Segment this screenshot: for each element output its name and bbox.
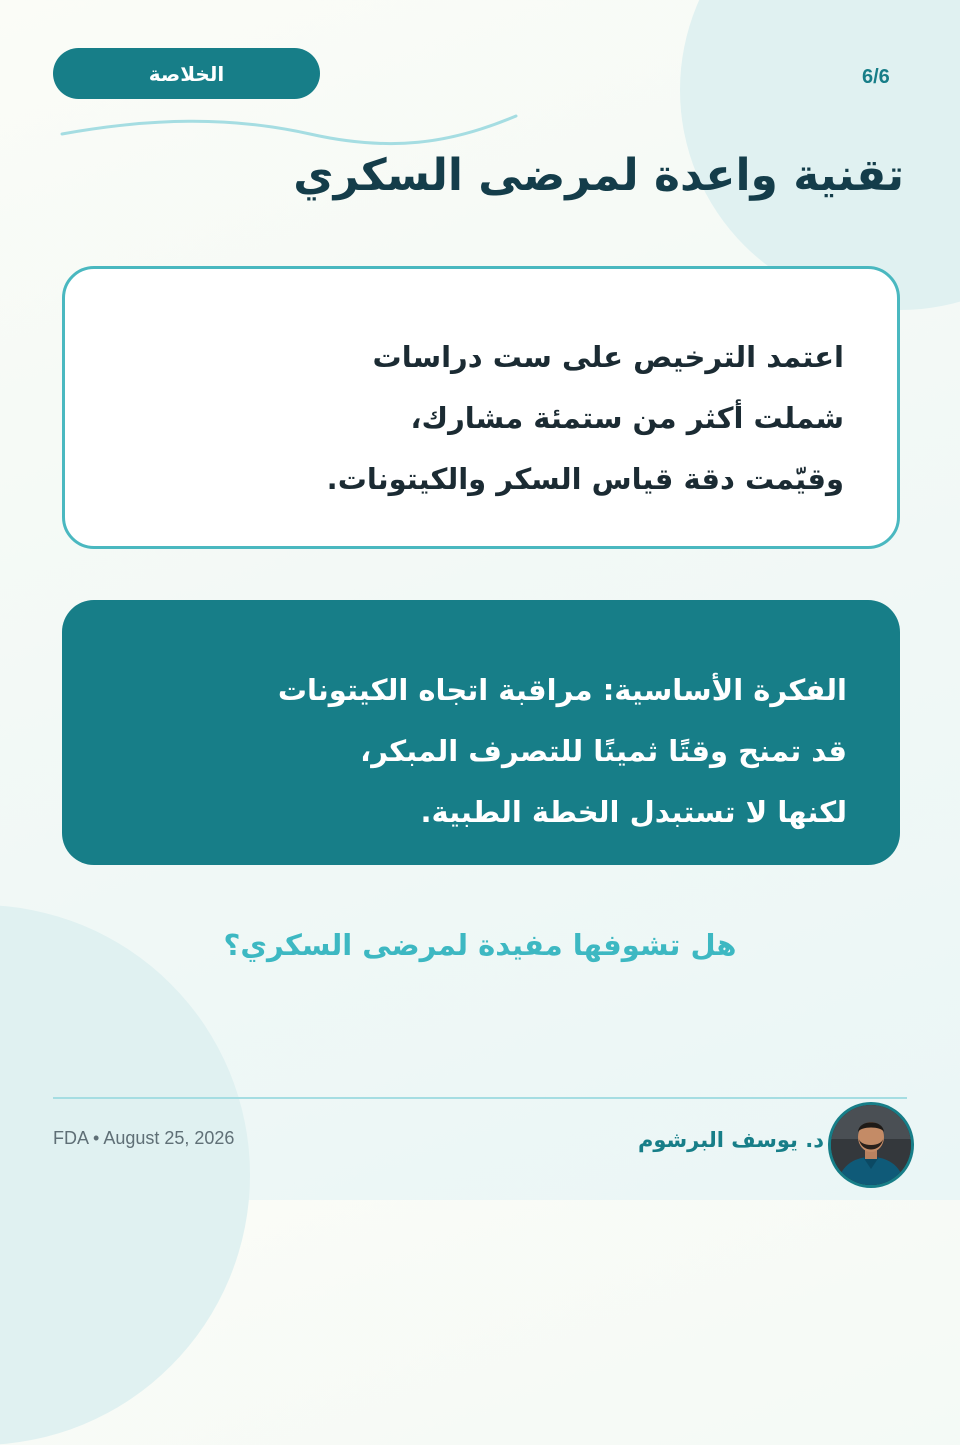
wave-divider <box>60 110 520 150</box>
author-name: د. يوسف البرشوم <box>637 1128 824 1152</box>
key-idea-line: لكنها لا تستبدل الخطة الطبية. <box>420 795 847 829</box>
section-pill <box>53 48 320 99</box>
section-label: الخلاصة <box>148 61 225 86</box>
footer-divider <box>53 1097 907 1099</box>
engagement-question: هل تشوفها مفيدة لمرضى السكري؟ <box>223 928 737 962</box>
page-title: تقنية واعدة لمرضى السكري <box>293 150 904 201</box>
key-idea-card <box>62 600 900 865</box>
info-line: شملت أكثر من ستمئة مشارك، <box>410 401 844 435</box>
page-indicator: 6/6 <box>862 66 890 88</box>
key-idea-line: الفكرة الأساسية: مراقبة اتجاه الكيتونات <box>277 673 847 707</box>
info-line: وقيّمت دقة قياس السكر والكيتونات. <box>326 462 844 496</box>
info-line: اعتمد الترخيص على ست دراسات <box>372 340 844 374</box>
source-citation: FDA • August 25, 2026 <box>53 1128 235 1148</box>
doctor-avatar-icon <box>828 1102 914 1188</box>
key-idea-line: قد تمنح وقتًا ثمينًا للتصرف المبكر، <box>360 734 847 768</box>
decorative-circle-bottom <box>0 905 250 1445</box>
info-card <box>62 266 900 549</box>
